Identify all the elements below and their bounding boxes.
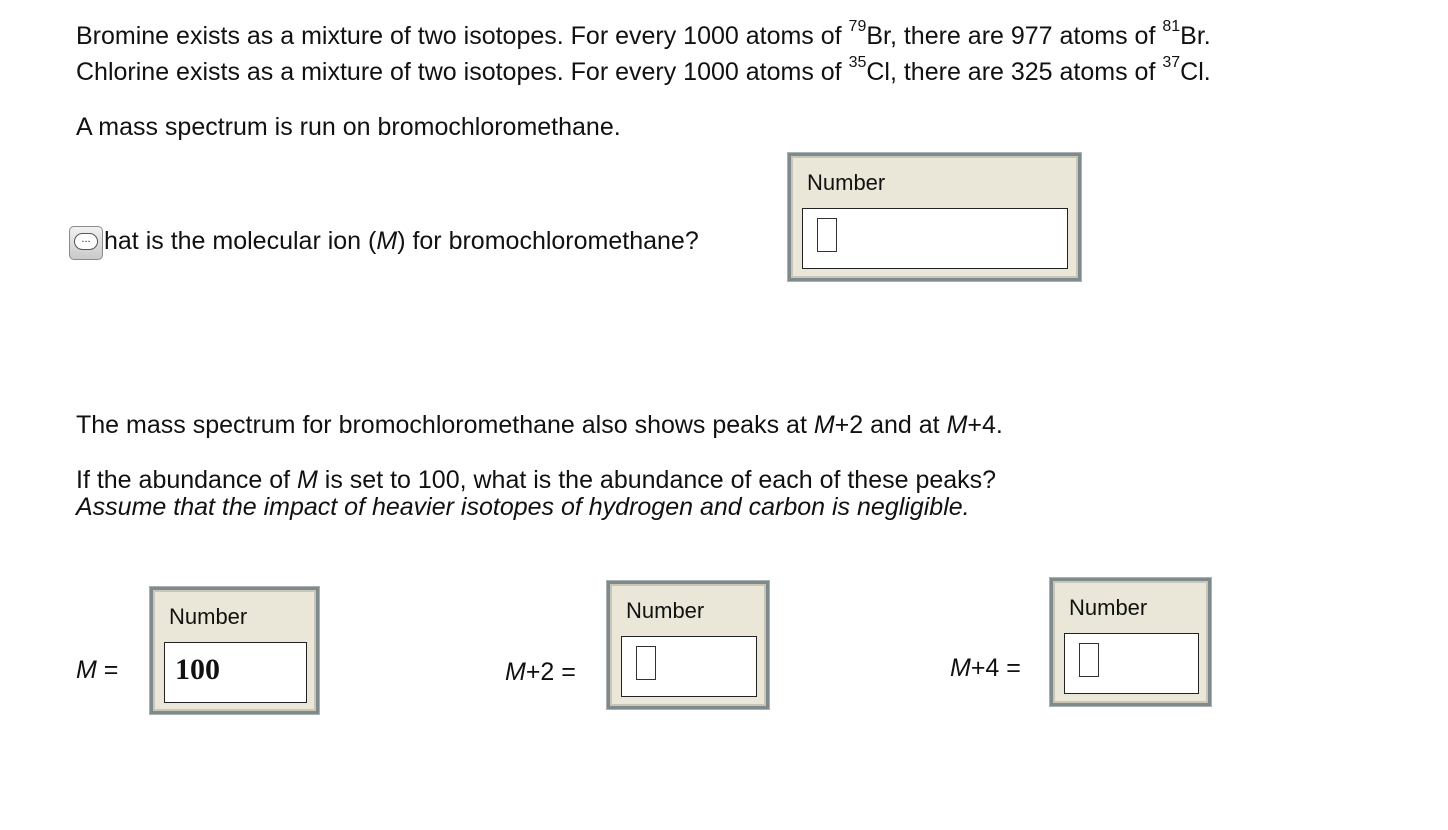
m-plus-2-label [505,658,576,687]
m-suffix: = [96,656,119,684]
chlorine-text-1: Chlorine exists as a mixture of two isotopes. For every 1000 atoms of [76,58,849,86]
molecular-ion-number-box [788,153,1081,281]
chlorine-35-mass: 35 [848,54,867,71]
text-cursor [817,218,837,252]
comment-bubble-icon[interactable] [69,226,103,260]
m-plus-4-number-box [1050,578,1211,706]
m-symbol: M [950,654,971,682]
peaks-statement [76,411,1003,439]
bromine-79-mass: 79 [848,18,867,35]
chlorine-text-2: Cl, there are 325 atoms of [866,58,1163,86]
number-label: Number [626,598,705,623]
chlorine-text-3: Cl. [1180,58,1211,86]
bromine-81-mass: 81 [1162,18,1181,35]
m-symbol: M [76,656,97,684]
question-text-suffix: ) for bromochloromethane? [397,227,699,255]
assumption-note: Assume that the impact of heavier isotopes of hydrogen and carbon is negligible. [76,493,970,521]
question-m-symbol: M [376,227,398,255]
m-equals-label [76,656,118,685]
chlorine-37-mass: 37 [1162,54,1181,71]
text-cursor [1079,643,1099,677]
spectrum-intro: A mass spectrum is run on bromochloromethane. [76,113,621,141]
peaks-text-b: +2 and at [834,411,947,439]
number-label: Number [807,170,886,195]
chlorine-line [76,54,1211,86]
bromine-text-2: Br, there are 977 atoms of [866,22,1163,50]
peaks-m-2: M [946,411,968,439]
m-plus-2-suffix: +2 = [525,658,576,686]
abundance-text-a: If the abundance of [76,466,298,494]
m-number-box [150,587,319,714]
peaks-text-c: +4. [967,411,1003,439]
m-plus-2-number-box [607,581,769,709]
abundance-question [76,466,996,494]
peaks-m-1: M [813,411,835,439]
peaks-text-a: The mass spectrum for bromochloromethane also shows peaks at [76,411,814,439]
m-plus-4-label [950,654,1021,683]
m-input[interactable] [164,642,307,703]
bromine-text-1: Bromine exists as a mixture of two isotopes. For every 1000 atoms of [76,22,849,50]
bromine-line [76,18,1211,50]
comment-bubble-glyph: ... [74,233,98,250]
m-plus-4-input[interactable] [1064,633,1199,694]
number-label: Number [169,604,248,629]
question-text-prefix: hat is the molecular ion ( [104,227,377,255]
m-plus-4-suffix: +4 = [970,654,1021,682]
abundance-m: M [297,466,318,494]
m-symbol: M [505,658,526,686]
molecular-ion-input[interactable] [802,208,1068,269]
number-label: Number [1069,595,1148,620]
text-cursor [636,646,656,680]
m-plus-2-input[interactable] [621,636,757,697]
bromine-text-3: Br. [1180,22,1211,50]
abundance-text-b: is set to 100, what is the abundance of each of these peaks? [317,466,997,494]
m-input-value: 100 [175,653,220,686]
question-molecular-ion [104,227,699,255]
